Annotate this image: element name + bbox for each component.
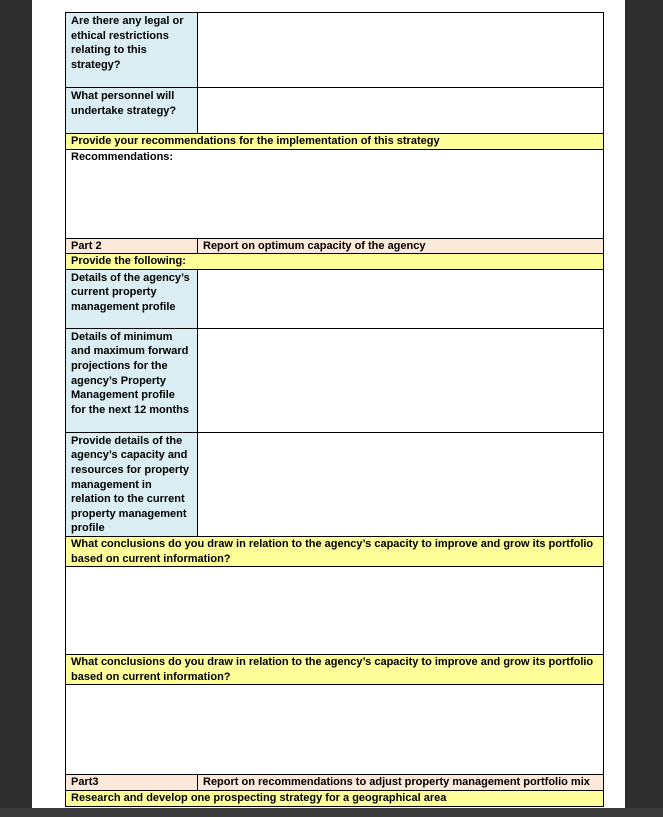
part2-row bbox=[66, 238, 604, 254]
part2-label: Part 2 bbox=[66, 238, 198, 254]
personnel-row bbox=[66, 88, 604, 134]
recommendations-answer-field[interactable] bbox=[66, 149, 604, 238]
personnel-answer-field[interactable] bbox=[198, 88, 604, 134]
conclusions-header-row-1 bbox=[66, 536, 604, 566]
part3-title: Report on recommendations to adjust property management portfolio mix bbox=[198, 775, 604, 791]
conclusions-header-2: What conclusions do you draw in relation to the agency’s capacity to improve and grow its portfolio based on current information? bbox=[66, 655, 604, 685]
current-profile-row bbox=[66, 269, 604, 328]
part2-title: Report on optimum capacity of the agency bbox=[198, 238, 604, 254]
document-page bbox=[32, 0, 625, 808]
conclusions-answer-field-1[interactable] bbox=[66, 567, 604, 655]
conclusions-answer-row-1 bbox=[66, 567, 604, 655]
conclusions-header-1: What conclusions do you draw in relation to the agency’s capacity to improve and grow its portfolio based on current information? bbox=[66, 536, 604, 566]
capacity-resources-question: Provide details of the agency’s capacity and resources for property management in relation to the current property management profile bbox=[66, 432, 198, 536]
legal-restrictions-answer-field[interactable] bbox=[198, 13, 604, 88]
current-profile-answer-field[interactable] bbox=[198, 269, 604, 328]
recommendations-header: Provide your recommendations for the implementation of this strategy bbox=[66, 134, 604, 150]
conclusions-answer-row-2 bbox=[66, 685, 604, 775]
capacity-resources-row bbox=[66, 432, 604, 536]
recommendations-row bbox=[66, 149, 604, 238]
recommendations-label: Recommendations: bbox=[71, 150, 174, 163]
viewer-bottom-bar bbox=[0, 808, 663, 817]
research-header: Research and develop one prospecting strategy for a geographical area bbox=[66, 790, 604, 806]
conclusions-header-row-2 bbox=[66, 655, 604, 685]
forward-projections-question: Details of minimum and maximum forward projections for the agency’s Property Management profile for the next 12 months bbox=[66, 328, 198, 432]
legal-restrictions-row bbox=[66, 13, 604, 88]
research-header-row bbox=[66, 790, 604, 806]
provide-following-header: Provide the following: bbox=[66, 254, 604, 270]
part3-label: Part3 bbox=[66, 775, 198, 791]
part3-row bbox=[66, 775, 604, 791]
forward-projections-row bbox=[66, 328, 604, 432]
provide-following-row bbox=[66, 254, 604, 270]
capacity-resources-answer-field[interactable] bbox=[198, 432, 604, 536]
legal-restrictions-question: Are there any legal or ethical restrictions relating to this strategy? bbox=[66, 13, 198, 88]
conclusions-answer-field-2[interactable] bbox=[66, 685, 604, 775]
current-profile-question: Details of the agency’s current property management profile bbox=[66, 269, 198, 328]
forward-projections-answer-field[interactable] bbox=[198, 328, 604, 432]
recommendations-header-row bbox=[66, 134, 604, 150]
personnel-question: What personnel will undertake strategy? bbox=[66, 88, 198, 134]
assessment-form-table bbox=[65, 12, 604, 807]
